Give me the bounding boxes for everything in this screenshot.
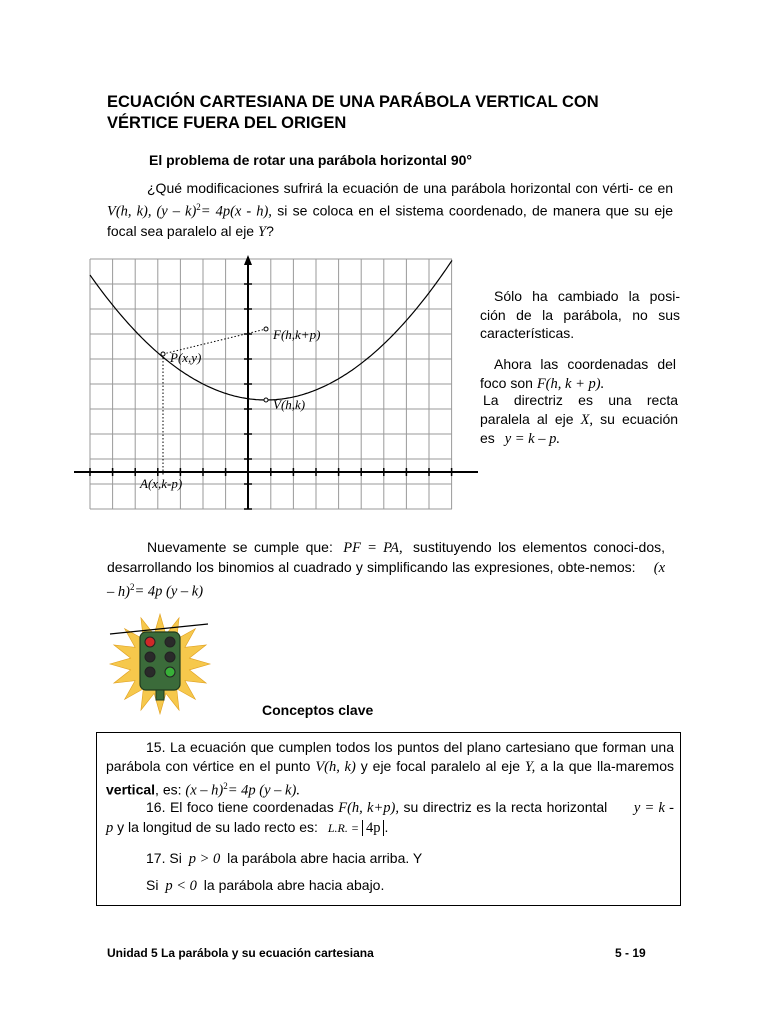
again-paragraph: Nuevamente se cumple que: PF = PA, sustituyendo los elementos conoci-dos, desarrollando los binomios al cuadrado y simplificando las expresiones, obte-nemos: (x – h)$^2$= 4p (y – k): [107, 539, 666, 600]
key-concepts-heading: Conceptos clave: [262, 702, 374, 718]
vertex-marker: [264, 398, 268, 402]
traffic-light-illustration: [108, 612, 212, 716]
point-p-label: P(x,y): [170, 350, 202, 365]
concept-15: 15. La ecuación que cumplen todos los puntos del plano cartesiano que forman una parábola con vértice en el punto V(h, k) y eje focal paralelo al eje Y, a la que lla-maremos vertical, es: (x – h)$^2$= 4p (y – k).: [106, 739, 674, 799]
point-p-marker: [161, 352, 165, 356]
concept-16: 16. El foco tiene coordenadas F(h, k+p), su directriz es la recta horizontal y = k - p y la longitud de su lado recto es: L.R. = 4p .: [106, 799, 675, 836]
side-note-1: Sólo ha cambiado la posi-ción de la parábola, no sus características.: [480, 288, 680, 341]
footer-unit: Unidad 5 La parábola y su ecuación cartesiana: [107, 946, 374, 960]
focus-marker: [264, 327, 268, 331]
concept-17: 17. Si p > 0 la parábola abre hacia arriba. Y: [146, 850, 423, 867]
intro-paragraph: ¿Qué modificaciones sufrirá la ecuación de una parábola horizontal con vérti- ce en V(h, k), (y – k)$^2$= 4p(x - h), si se coloca en el sistema coordenado, de manera que su eje focal sea paralelo al eje Y?: [107, 180, 674, 240]
red-light: [145, 637, 155, 647]
page-title: [107, 92, 667, 134]
graph-axes: [74, 255, 478, 509]
concept-17-cont: Si p < 0 la parábola abre hacia abajo.: [146, 877, 385, 894]
parabola-graph: [70, 255, 482, 513]
y-axis-arrow: [244, 255, 252, 265]
side-note-3: La directriz es una recta paralela al eje X, su ecuación es y = k – p.: [480, 392, 679, 447]
footer-page-number: 5 - 19: [615, 946, 646, 960]
green-light: [165, 667, 175, 677]
focus-label: F(h,k+p): [273, 327, 321, 342]
side-note-2: Ahora las coordenadas del foco son F(h, k + p).: [480, 356, 676, 392]
title-line-1: ECUACIÓN CARTESIANA DE UNA PARÁBOLA VERTICAL CON: [107, 93, 599, 111]
title-line-2: VÉRTICE FUERA DEL ORIGEN: [107, 114, 347, 132]
vertex-label: V(h,k): [273, 397, 306, 412]
directrix-point-label: A(x,k-p): [140, 476, 183, 491]
section-subtitle: El problema de rotar una parábola horizontal 90°: [149, 152, 472, 168]
